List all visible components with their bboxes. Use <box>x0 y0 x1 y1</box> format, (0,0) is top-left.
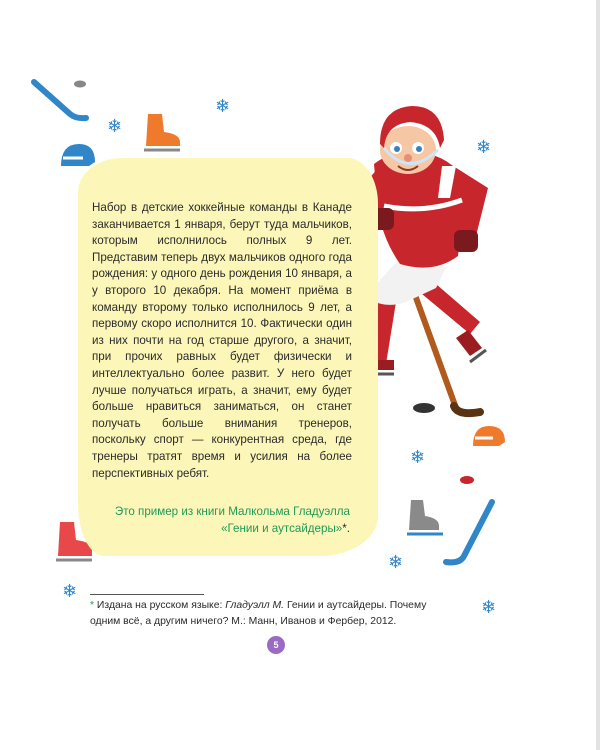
footnote <box>90 598 450 629</box>
snowflake-icon: ❄ <box>410 447 426 467</box>
quote-end: . <box>346 521 350 535</box>
footnote-text-before: Издана на русском языке: <box>94 600 226 611</box>
snowflake-icon: ❄ <box>107 116 123 136</box>
helmet-icon <box>469 422 509 454</box>
footnote-divider <box>90 594 204 595</box>
skate-icon <box>405 498 445 538</box>
quote-footnote-mark: * <box>342 521 347 535</box>
snowflake-icon: ❄ <box>476 137 492 157</box>
snowflake-icon: ❄ <box>388 552 404 572</box>
puck-icon <box>73 79 87 89</box>
main-paragraph: Набор в детские хоккейные команды в Канаде заканчивается 1 января, берут туда мальчиков, которым исполнилось полных 9 лет. Представим теперь двух мальчиков одного года рождения: у одного день рождения 10 января, а у второго 10 декабря. На момент приёма в команду второму только исполнилось 9 лет, а первому скоро исполнится 10. Фактически один из них почти на год старше другого, а значит, при прочих равных будет физически и интеллектуально более развит. У него будет лучше получаться играть, а значит, ему будет больше нравиться заниматься, он станет получать больше внимания тренеров, поскольку спорт — конкурентная среда, где тренеры тратят время и усилия на более перспективных ребят. <box>92 201 352 480</box>
snowflake-icon: ❄ <box>215 96 231 116</box>
snowflake-icon: ❄ <box>62 581 78 601</box>
skate-icon <box>140 112 184 154</box>
footnote-author: Гладуэлл М. <box>225 600 285 611</box>
jersey-number: 9 <box>439 176 453 201</box>
hockey-stick-icon <box>440 498 498 570</box>
source-quote <box>100 504 350 537</box>
snowflake-icon: ❄ <box>481 597 497 617</box>
quote-text: Это пример из книги Малкольма Гладуэлла «Гении и аутсайдеры» <box>114 505 350 535</box>
page-number-badge: 5 <box>267 636 285 654</box>
puck-icon <box>459 474 475 486</box>
page-edge-shadow <box>596 0 600 750</box>
footnote-marker: * <box>90 600 95 611</box>
footnote-text-after: Гении и аутсайдеры. Почему одним всё, а другим ничего? М.: Манн, Иванов и Фербер, 2012. <box>90 600 427 627</box>
